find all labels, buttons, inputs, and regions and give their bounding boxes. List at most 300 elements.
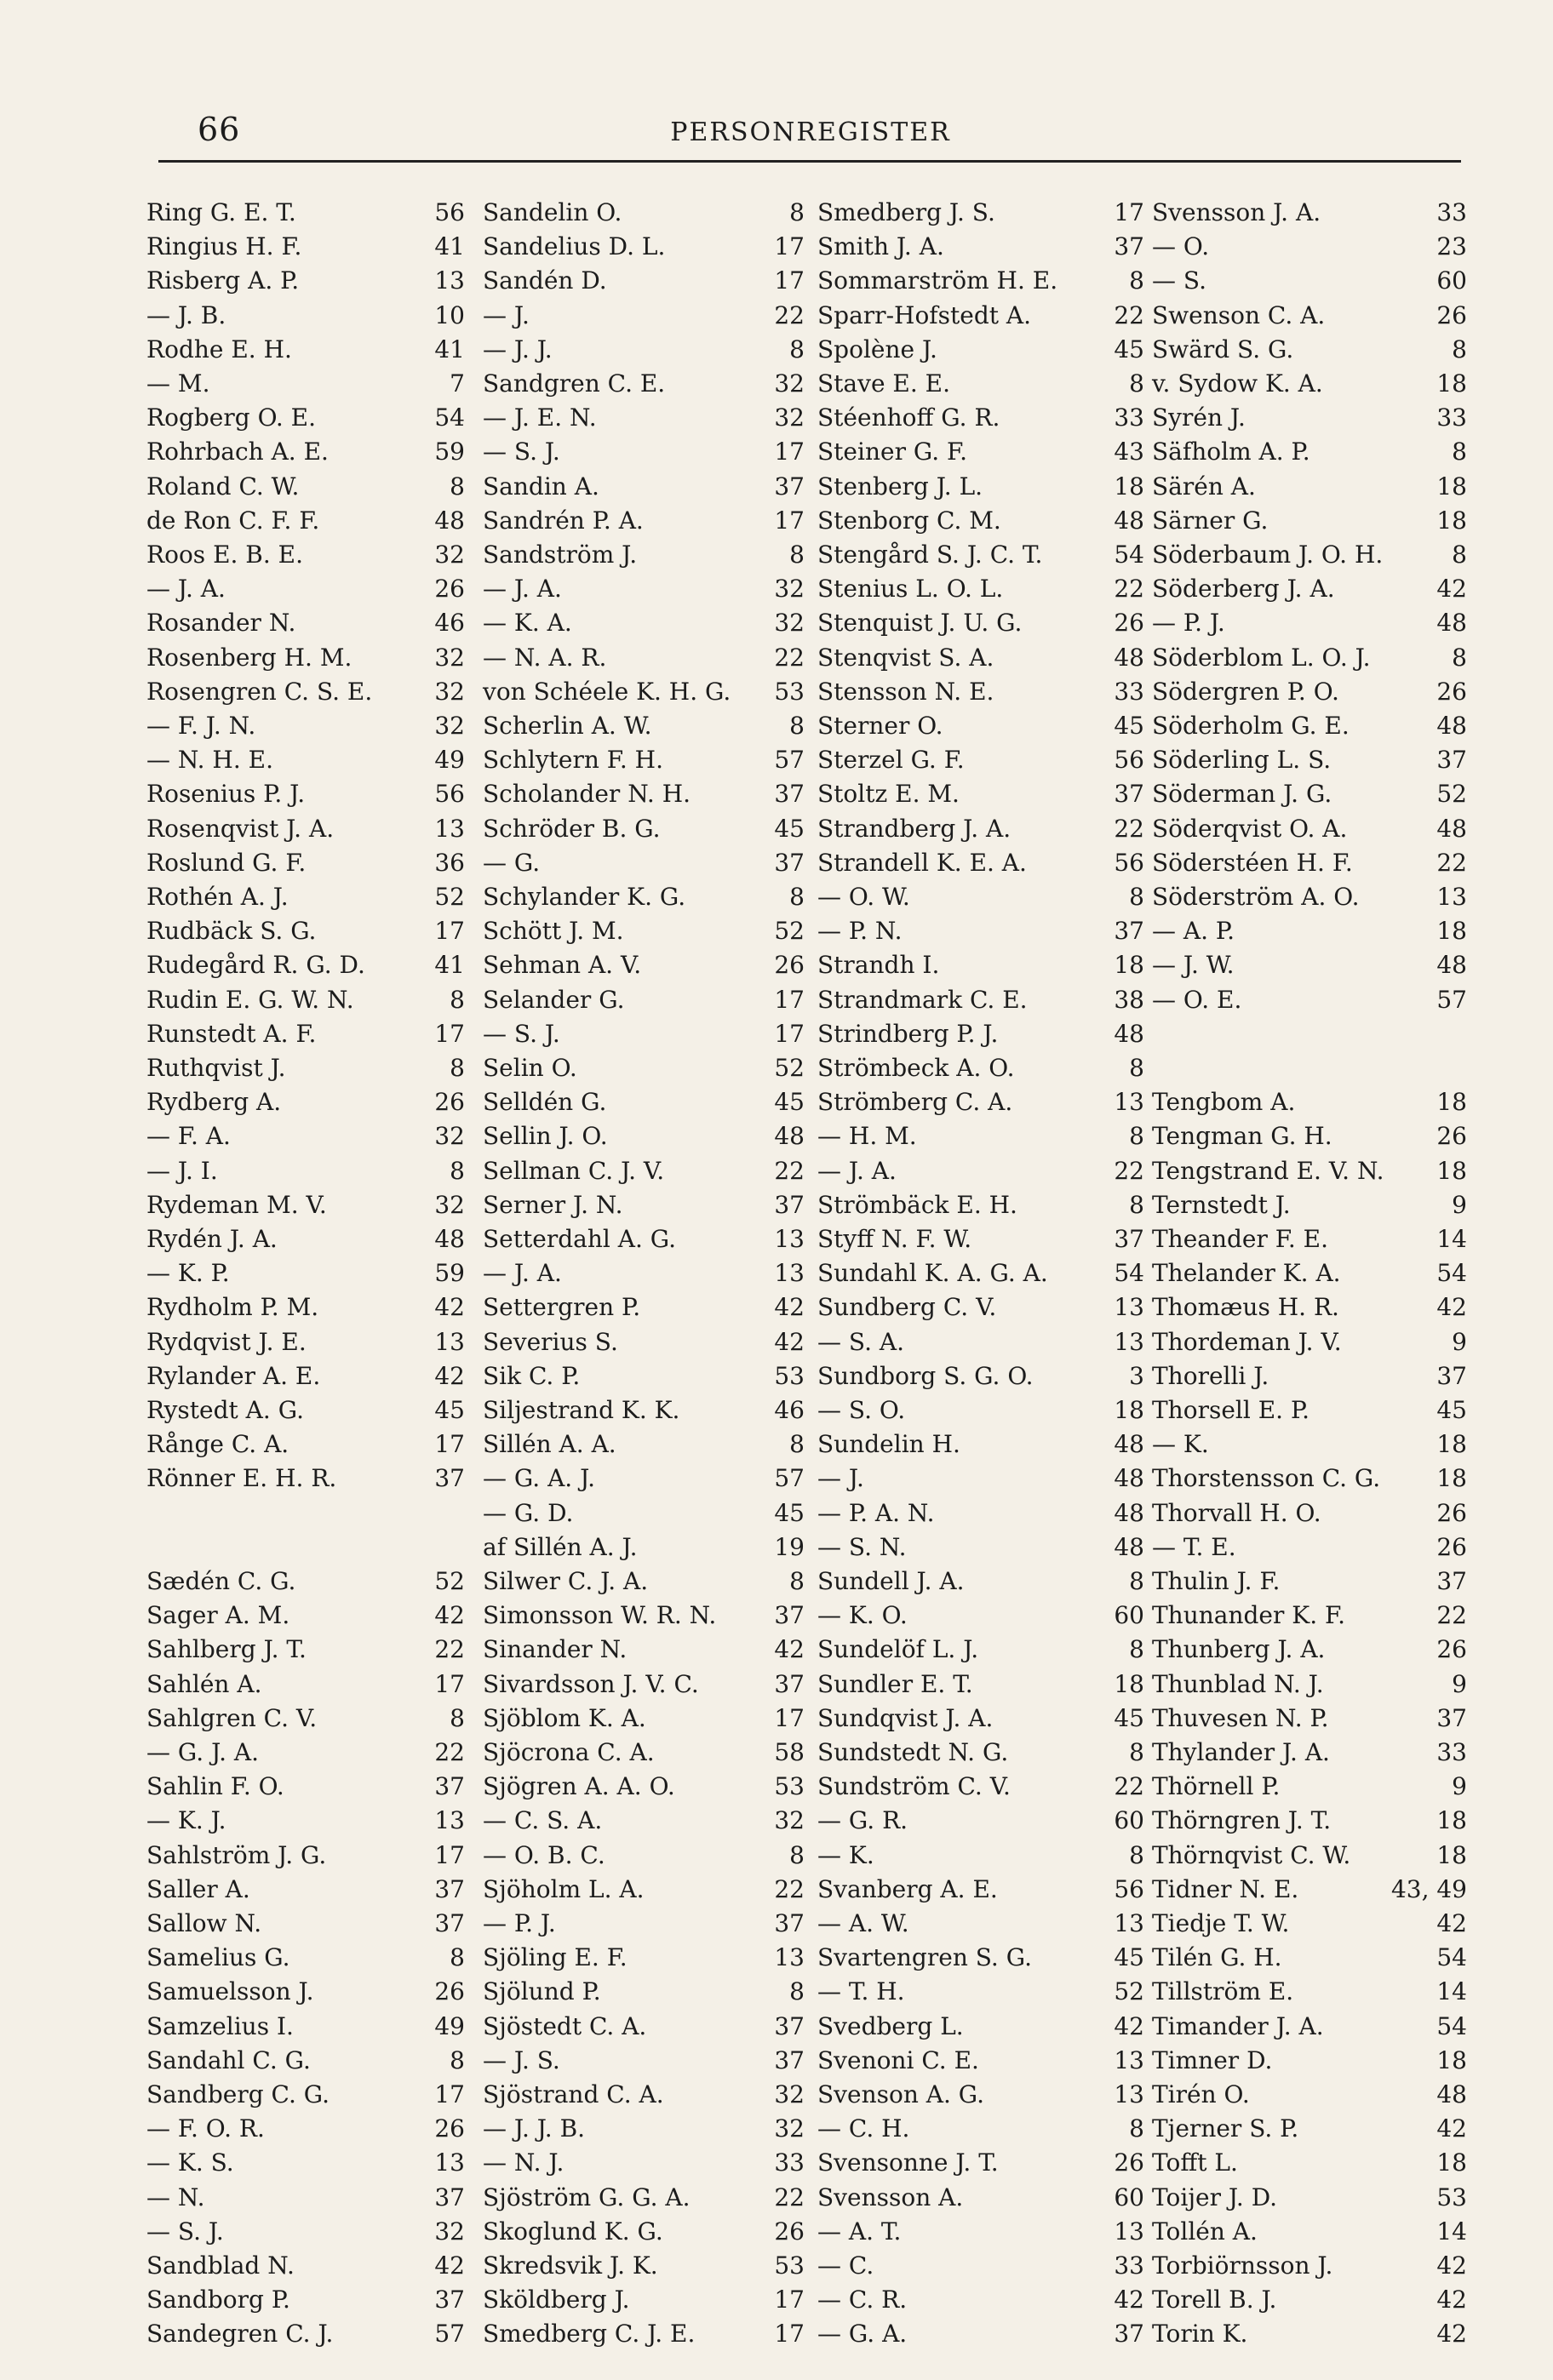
entry-page: 45 — [1114, 335, 1144, 363]
entry-name: Rudbäck S. G. — [146, 917, 317, 946]
entry-page: 42 — [434, 1361, 465, 1390]
entry-name: Skoglund K. G. — [483, 2217, 663, 2246]
entry-page: 42 — [774, 1635, 805, 1664]
entry-name: Strömbeck A. O. — [817, 1054, 1015, 1082]
entry-name: Rosenius P. J. — [146, 780, 306, 809]
entry-page: 53 — [774, 2251, 805, 2280]
entry-name: — K. A. — [483, 609, 572, 638]
entry-page: 54 — [1436, 1943, 1467, 1972]
entry-name: Thorelli J. — [1152, 1361, 1269, 1390]
entry-name: Ruthqvist J. — [146, 1054, 286, 1082]
entry-name: Svenson A. G. — [817, 2080, 985, 2108]
entry-name: Schylander K. G. — [483, 883, 686, 911]
entry-page: 17 — [434, 1430, 465, 1459]
entry-name: Scholander N. H. — [483, 780, 691, 809]
entry-page: 42 — [774, 1327, 805, 1356]
entry-name: Strandberg J. A. — [817, 814, 1011, 843]
entry-page: 8 — [450, 2045, 465, 2074]
entry-page: 32 — [774, 1806, 805, 1835]
entry-name: Sellman C. J. V. — [483, 1156, 665, 1185]
entry-page: 18 — [1436, 1156, 1467, 1185]
entry-page: 22 — [774, 300, 805, 329]
entry-name: Tiedje T. W. — [1152, 1909, 1290, 1937]
entry-page: 56 — [434, 198, 465, 226]
entry-page: 48 — [1114, 1430, 1144, 1459]
entry-name: Roland C. W. — [146, 472, 300, 501]
entry-page: 37 — [434, 2183, 465, 2211]
entry-page: 37 — [1114, 917, 1144, 946]
entry-name: Sandström J. — [483, 541, 638, 569]
entry-page: 56 — [1114, 746, 1144, 775]
entry-page: 9 — [1452, 1772, 1467, 1801]
entry-name: — J. — [817, 1464, 864, 1493]
entry-page: 57 — [434, 2320, 465, 2349]
entry-page: 17 — [774, 232, 805, 261]
entry-name: Swärd S. G. — [1152, 335, 1294, 363]
entry-name: Severius S. — [483, 1327, 618, 1356]
entry-page: 53 — [774, 677, 805, 706]
entry-name: Rodhe E. H. — [146, 335, 292, 363]
entry-page: 17 — [434, 1669, 465, 1698]
entry-page: 36 — [434, 848, 465, 877]
entry-page: 42 — [1436, 1909, 1467, 1937]
entry-name: — J. S. — [483, 2045, 560, 2074]
entry-name: Sundström C. V. — [817, 1772, 1011, 1801]
entry-page: 14 — [1436, 2217, 1467, 2246]
entry-name: Södergren P. O. — [1152, 677, 1339, 706]
entry-name: Thorvall H. O. — [1152, 1498, 1321, 1527]
entry-page: 32 — [434, 1122, 465, 1151]
entry-name: — O. E. — [1152, 985, 1242, 1014]
entry-page: 56 — [1114, 848, 1144, 877]
entry-page: 56 — [434, 780, 465, 809]
entry-name: — N. H. E. — [146, 746, 273, 775]
entry-name: Thordeman J. V. — [1152, 1327, 1342, 1356]
entry-name: — N. A. R. — [483, 643, 607, 672]
entry-page: 13 — [1114, 1293, 1144, 1322]
entry-page: 7 — [450, 369, 465, 398]
entry-page: 41 — [434, 335, 465, 363]
entry-name: Säfholm A. P. — [1152, 438, 1310, 466]
entry-page: 37 — [774, 1669, 805, 1698]
entry-page: 45 — [774, 814, 805, 843]
entry-page: 17 — [774, 2286, 805, 2314]
entry-page: 13 — [1114, 1327, 1144, 1356]
entry-page: 26 — [1114, 609, 1144, 638]
entry-name: Toijer J. D. — [1152, 2183, 1278, 2211]
entry-page: 18 — [1436, 1430, 1467, 1459]
entry-page: 26 — [1436, 1635, 1467, 1664]
entry-page: 32 — [774, 575, 805, 604]
entry-page: 17 — [434, 1019, 465, 1048]
entry-name: Sjöling E. F. — [483, 1943, 628, 1972]
entry-page: 48 — [1114, 1019, 1144, 1048]
entry-name: Sandberg C. G. — [146, 2080, 330, 2108]
entry-name: Sandelin O. — [483, 198, 622, 226]
entry-page: 13 — [1114, 2045, 1144, 2074]
entry-page: 33 — [1436, 198, 1467, 226]
entry-page: 42 — [434, 1601, 465, 1630]
entry-name: Sandrén P. A. — [483, 506, 644, 535]
entry-name: Thuvesen N. P. — [1152, 1703, 1329, 1732]
entry-name: Settergren P. — [483, 1293, 641, 1322]
entry-name: Stensson N. E. — [817, 677, 994, 706]
entry-page: 37 — [774, 1601, 805, 1630]
entry-page: 17 — [774, 985, 805, 1014]
entry-page: 32 — [774, 609, 805, 638]
entry-name: — C. — [817, 2251, 874, 2280]
entry-name: Söderberg J. A. — [1152, 575, 1335, 604]
entry-name: Sandborg P. — [146, 2286, 290, 2314]
entry-name: — G. A. — [817, 2320, 908, 2349]
entry-page: 37 — [774, 1909, 805, 1937]
entry-page: 13 — [434, 2148, 465, 2177]
entry-name: Sundler E. T. — [817, 1669, 973, 1698]
entry-page: 43, 49 — [1390, 1874, 1467, 1903]
entry-page: 48 — [774, 1122, 805, 1151]
entry-name: Sundborg S. G. O. — [817, 1361, 1034, 1390]
entry-page: 42 — [774, 1293, 805, 1322]
entry-name: Saller A. — [146, 1874, 250, 1903]
entry-page: 49 — [434, 2011, 465, 2040]
entry-name: Sandgren C. E. — [483, 369, 666, 398]
running-title: PERSONREGISTER — [670, 117, 951, 147]
entry-name: — S. — [1152, 266, 1206, 295]
entry-name: Rystedt A. G. — [146, 1396, 304, 1424]
entry-name: Stenqvist S. A. — [817, 643, 994, 672]
entry-page: 52 — [434, 883, 465, 911]
entry-page: 43 — [1114, 438, 1144, 466]
entry-page: 17 — [774, 438, 805, 466]
entry-page: 45 — [1436, 1396, 1467, 1424]
entry-name: Theander F. E. — [1152, 1225, 1328, 1253]
entry-name: — M. — [146, 369, 210, 398]
entry-name: Stenborg C. M. — [817, 506, 1001, 535]
entry-page: 13 — [774, 1259, 805, 1288]
entry-name: — K. P. — [146, 1259, 230, 1288]
entry-name: Sundelin H. — [817, 1430, 960, 1459]
entry-page: 8 — [1129, 883, 1144, 911]
entry-page: 45 — [1114, 712, 1144, 740]
entry-name: — J. J. — [483, 335, 553, 363]
entry-name: Thunander K. F. — [1152, 1601, 1345, 1630]
entry-name: Strandell K. E. A. — [817, 848, 1027, 877]
entry-page: 22 — [434, 1738, 465, 1766]
entry-name: Sparr-Hofstedt A. — [817, 300, 1032, 329]
entry-name: Söderling L. S. — [1152, 746, 1332, 775]
entry-name: Strandmark C. E. — [817, 985, 1028, 1014]
entry-page: 10 — [434, 300, 465, 329]
entry-name: Sivardsson J. V. C. — [483, 1669, 699, 1698]
entry-name: — A. W. — [817, 1909, 909, 1937]
entry-page: 23 — [1436, 232, 1467, 261]
entry-name: Sjöstedt C. A. — [483, 2011, 647, 2040]
entry-page: 32 — [774, 369, 805, 398]
entry-page: 42 — [1436, 1293, 1467, 1322]
entry-page: 48 — [1114, 1498, 1144, 1527]
entry-name: Selander G. — [483, 985, 625, 1014]
entry-name: — G. A. J. — [483, 1464, 596, 1493]
entry-name: Thunberg J. A. — [1152, 1635, 1326, 1664]
entry-page: 57 — [774, 1464, 805, 1493]
entry-page: 18 — [1114, 1669, 1144, 1698]
entry-page: 26 — [1114, 2148, 1144, 2177]
entry-name: Sinander N. — [483, 1635, 628, 1664]
entry-name: Rydqvist J. E. — [146, 1327, 307, 1356]
entry-page: 42 — [1436, 2114, 1467, 2143]
entry-page: 8 — [789, 541, 805, 569]
entry-page: 45 — [774, 1088, 805, 1117]
entry-page: 33 — [774, 2148, 805, 2177]
entry-name: Sandahl C. G. — [146, 2045, 311, 2074]
entry-page: 53 — [1436, 2183, 1467, 2211]
entry-page: 8 — [1129, 2114, 1144, 2143]
entry-page: 54 — [1436, 2011, 1467, 2040]
entry-page: 13 — [434, 266, 465, 295]
entry-name: — F. O. R. — [146, 2114, 265, 2143]
entry-name: — S. J. — [483, 1019, 560, 1048]
entry-name: — J. A. — [483, 575, 562, 604]
entry-page: 8 — [1129, 1567, 1144, 1595]
entry-name: Samelius G. — [146, 1943, 290, 1972]
entry-name: Sik C. P. — [483, 1361, 581, 1390]
entry-name: Sjöholm L. A. — [483, 1874, 645, 1903]
entry-name: Rothén A. J. — [146, 883, 289, 911]
entry-name: Selldén G. — [483, 1088, 607, 1117]
entry-name: Smith J. A. — [817, 232, 944, 261]
entry-page: 42 — [1114, 2011, 1144, 2040]
entry-name: Sköldberg J. — [483, 2286, 630, 2314]
entry-page: 8 — [789, 335, 805, 363]
entry-name: Sjöstrand C. A. — [483, 2080, 664, 2108]
entry-name: — G. J. A. — [146, 1738, 260, 1766]
entry-name: — J. J. B. — [483, 2114, 586, 2143]
entry-name: — N. J. — [483, 2148, 564, 2177]
entry-name: Sehman A. V. — [483, 951, 642, 980]
entry-name: — C. S. A. — [483, 1806, 603, 1835]
entry-name: Sahlgren C. V. — [146, 1703, 318, 1732]
entry-page: 37 — [1114, 232, 1144, 261]
entry-page: 37 — [774, 848, 805, 877]
entry-page: 37 — [434, 2286, 465, 2314]
entry-name: Thulin J. F. — [1152, 1567, 1281, 1595]
entry-name: Sundberg C. V. — [817, 1293, 997, 1322]
entry-name: Särner G. — [1152, 506, 1269, 535]
entry-page: 53 — [774, 1361, 805, 1390]
entry-name: — O. W. — [817, 883, 910, 911]
entry-name: Setterdahl A. G. — [483, 1225, 677, 1253]
entry-name: — C. H. — [817, 2114, 910, 2143]
entry-name: Styff N. F. W. — [817, 1225, 972, 1253]
entry-name: Sandegren C. J. — [146, 2320, 334, 2349]
entry-page: 8 — [1129, 1190, 1144, 1219]
entry-page: 48 — [1114, 643, 1144, 672]
entry-name: — P. N. — [817, 917, 903, 946]
entry-name: — K. J. — [146, 1806, 226, 1835]
entry-page: 8 — [1452, 541, 1467, 569]
entry-page: 26 — [1436, 1498, 1467, 1527]
entry-name: Rosenqvist J. A. — [146, 814, 335, 843]
entry-page: 57 — [774, 746, 805, 775]
entry-name: Rydén J. A. — [146, 1225, 278, 1253]
entry-page: 52 — [434, 1567, 465, 1595]
entry-name: — S. N. — [817, 1532, 907, 1561]
entry-name: Torbiörnsson J. — [1152, 2251, 1333, 2280]
entry-name: Smedberg C. J. E. — [483, 2320, 696, 2349]
entry-page: 52 — [774, 1054, 805, 1082]
entry-name: Timander J. A. — [1152, 2011, 1324, 2040]
entry-name: Schött J. M. — [483, 917, 624, 946]
entry-page: 13 — [1114, 2217, 1144, 2246]
entry-page: 8 — [450, 1054, 465, 1082]
entry-page: 52 — [1114, 1977, 1144, 2006]
entry-page: 42 — [434, 2251, 465, 2280]
entry-page: 48 — [1436, 609, 1467, 638]
entry-page: 18 — [1436, 369, 1467, 398]
entry-page: 48 — [1114, 1532, 1144, 1561]
entry-name: Sjöblom K. A. — [483, 1703, 646, 1732]
entry-name: Särén A. — [1152, 472, 1256, 501]
entry-page: 37 — [1436, 1567, 1467, 1595]
entry-page: 32 — [434, 712, 465, 740]
entry-name: Sahlin F. O. — [146, 1772, 284, 1801]
entry-page: 32 — [434, 643, 465, 672]
entry-name: Simonsson W. R. N. — [483, 1601, 717, 1630]
entry-name: Torell B. J. — [1152, 2286, 1277, 2314]
entry-name: de Ron C. F. F. — [146, 506, 320, 535]
entry-name: Steiner G. F. — [817, 438, 967, 466]
entry-page: 22 — [1114, 575, 1144, 604]
entry-name: Sjögren A. A. O. — [483, 1772, 675, 1801]
entry-name: Stave E. E. — [817, 369, 950, 398]
entry-page: 32 — [774, 2080, 805, 2108]
entry-page: 17 — [774, 1703, 805, 1732]
entry-page: 37 — [774, 2011, 805, 2040]
entry-page: 48 — [434, 1225, 465, 1253]
entry-page: 37 — [1114, 2320, 1144, 2349]
entry-page: 45 — [1114, 1703, 1144, 1732]
entry-name: Stengård S. J. C. T. — [817, 541, 1043, 569]
entry-page: 41 — [434, 232, 465, 261]
entry-page: 37 — [1436, 746, 1467, 775]
entry-page: 18 — [1436, 917, 1467, 946]
entry-name: Syrén J. — [1152, 403, 1246, 432]
entry-page: 26 — [434, 1977, 465, 2006]
entry-page: 45 — [1114, 1943, 1144, 1972]
entry-page: 22 — [1436, 1601, 1467, 1630]
entry-page: 8 — [450, 1156, 465, 1185]
entry-name: Torin K. — [1152, 2320, 1248, 2349]
entry-page: 48 — [1114, 506, 1144, 535]
entry-name: Rylander A. E. — [146, 1361, 321, 1390]
entry-page: 9 — [1452, 1669, 1467, 1698]
entry-name: Rogberg O. E. — [146, 403, 317, 432]
entry-name: Strandh I. — [817, 951, 940, 980]
entry-page: 48 — [1436, 814, 1467, 843]
entry-page: 18 — [1436, 506, 1467, 535]
entry-name: — S. O. — [817, 1396, 906, 1424]
entry-name: Samuelsson J. — [146, 1977, 314, 2006]
entry-name: Thunblad N. J. — [1152, 1669, 1324, 1698]
entry-page: 26 — [434, 1088, 465, 1117]
entry-page: 42 — [1436, 2251, 1467, 2280]
entry-name: Söderblom L. O. J. — [1152, 643, 1371, 672]
entry-name: Thörnqvist C. W. — [1152, 1840, 1351, 1869]
entry-name: Stenberg J. L. — [817, 472, 983, 501]
entry-page: 48 — [1436, 2080, 1467, 2108]
entry-name: — J. A. — [483, 1259, 562, 1288]
entry-page: 42 — [1436, 575, 1467, 604]
entry-name: — J. B. — [146, 300, 226, 329]
entry-page: 22 — [774, 2183, 805, 2211]
entry-page: 13 — [1114, 1909, 1144, 1937]
entry-page: 37 — [434, 1464, 465, 1493]
entry-name: Sandblad N. — [146, 2251, 295, 2280]
entry-name: Tollén A. — [1152, 2217, 1258, 2246]
entry-name: — G. R. — [817, 1806, 908, 1835]
entry-page: 8 — [450, 472, 465, 501]
entry-page: 8 — [789, 1977, 805, 2006]
entry-page: 37 — [774, 472, 805, 501]
entry-name: — O. — [1152, 232, 1210, 261]
entry-name: Thomæus H. R. — [1152, 1293, 1339, 1322]
entry-page: 26 — [434, 2114, 465, 2143]
entry-name: Sterner O. — [817, 712, 943, 740]
entry-name: — T. E. — [1152, 1532, 1236, 1561]
entry-name: — N. — [146, 2183, 205, 2211]
entry-name: Sahlberg J. T. — [146, 1635, 307, 1664]
entry-page: 9 — [1452, 1327, 1467, 1356]
entry-page: 8 — [789, 1567, 805, 1595]
entry-name: Sundqvist J. A. — [817, 1703, 994, 1732]
entry-name: Rosengren C. S. E. — [146, 677, 373, 706]
entry-page: 45 — [774, 1498, 805, 1527]
entry-name: Svensson J. A. — [1152, 198, 1321, 226]
entry-page: 17 — [434, 2080, 465, 2108]
entry-page: 26 — [774, 2217, 805, 2246]
entry-page: 17 — [774, 2320, 805, 2349]
entry-name: Samzelius I. — [146, 2011, 294, 2040]
entry-page: 42 — [1114, 2286, 1144, 2314]
entry-name: Sillén A. A. — [483, 1430, 616, 1459]
entry-page: 14 — [1436, 1225, 1467, 1253]
page-header — [158, 107, 1463, 167]
entry-name: Strömberg C. A. — [817, 1088, 1013, 1117]
entry-page: 8 — [1452, 438, 1467, 466]
entry-name: af Sillén A. J. — [483, 1532, 638, 1561]
entry-name: Thylander J. A. — [1152, 1738, 1330, 1766]
entry-page: 22 — [1114, 814, 1144, 843]
entry-page: 22 — [1436, 848, 1467, 877]
entry-name: — S. A. — [817, 1327, 905, 1356]
entry-name: — P. A. N. — [817, 1498, 935, 1527]
entry-page: 60 — [1114, 2183, 1144, 2211]
entry-name: Schlytern F. H. — [483, 746, 663, 775]
entry-page: 48 — [1114, 1464, 1144, 1493]
entry-page: 8 — [789, 712, 805, 740]
entry-page: 52 — [1436, 780, 1467, 809]
entry-page: 22 — [774, 643, 805, 672]
entry-name: Sundelöf L. J. — [817, 1635, 979, 1664]
entry-name: v. Sydow K. A. — [1152, 369, 1323, 398]
entry-name: Sundstedt N. G. — [817, 1738, 1009, 1766]
entry-name: Sandin A. — [483, 472, 599, 501]
entry-name: — F. J. N. — [146, 712, 256, 740]
entry-name: — K. O. — [817, 1601, 908, 1630]
entry-name: Spolène J. — [817, 335, 937, 363]
entry-name: Sandelius D. L. — [483, 232, 666, 261]
entry-name: Tjerner S. P. — [1152, 2114, 1299, 2143]
